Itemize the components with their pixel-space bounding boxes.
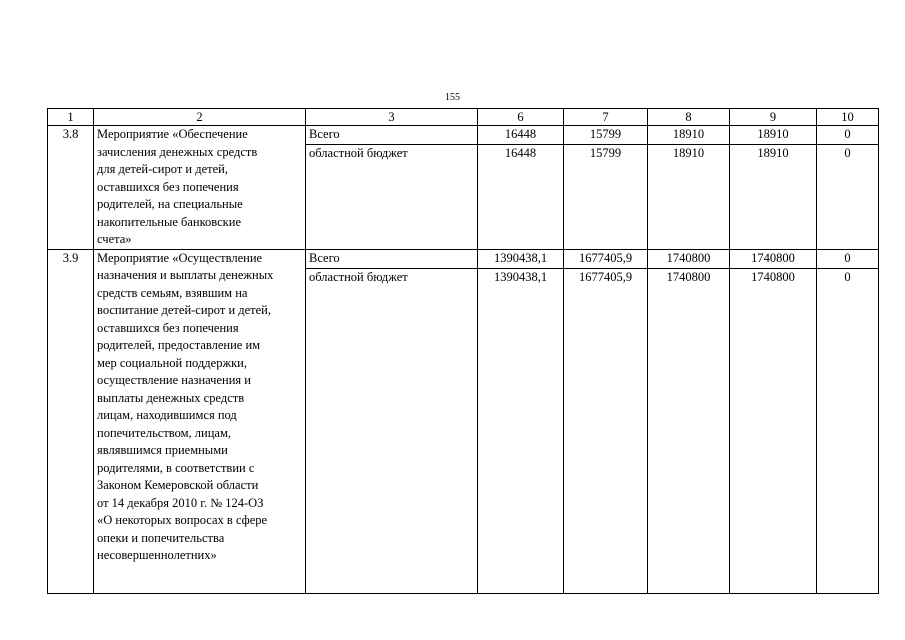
table-row [48,126,879,145]
header-cell: 3 [306,109,478,126]
value-cell: 0 [817,268,879,594]
item-description: Мероприятие «Осуществление назначения и выплаты денежных средств семьям, взявшим на воспитание детей-сирот и детей, оставшихся без попечения родителей, предоставление им мер социальной поддержки, осуществление назначения и выплаты денежных средств лицам, находившимся под попечительством, лицам, являвшимся приемными родителями, в соответствии с Законом Кемеровской области от 14 декабря 2010 г. № 124-ОЗ «О некоторых вопросах в сфере опеки и попечительства несовершеннолетних» [94,249,306,594]
value-cell: 18910 [648,145,730,249]
value-cell: 1390438,1 [478,268,564,594]
value-cell: 1677405,9 [564,249,648,268]
table-row [48,249,879,268]
value-cell: 1740800 [648,268,730,594]
header-cell: 10 [817,109,879,126]
item-number: 3.9 [48,249,94,594]
funding-source: Всего [306,249,478,268]
value-cell: 16448 [478,126,564,145]
header-cell: 8 [648,109,730,126]
header-cell: 1 [48,109,94,126]
value-cell: 15799 [564,145,648,249]
value-cell: 1740800 [730,268,817,594]
value-cell: 18910 [730,126,817,145]
header-cell: 2 [94,109,306,126]
funding-source: Всего [306,126,478,145]
item-description: Мероприятие «Обеспечение зачисления денежных средств для детей-сирот и детей, оставшихся без попечения родителей, на специальные накопительные банковские счета» [94,126,306,250]
funding-source: областной бюджет [306,145,478,249]
value-cell: 18910 [648,126,730,145]
value-cell: 18910 [730,145,817,249]
value-cell: 15799 [564,126,648,145]
item-number: 3.8 [48,126,94,250]
header-cell: 7 [564,109,648,126]
value-cell: 16448 [478,145,564,249]
value-cell: 0 [817,126,879,145]
value-cell: 1677405,9 [564,268,648,594]
header-row [48,109,879,126]
value-cell: 0 [817,145,879,249]
value-cell: 1740800 [730,249,817,268]
funding-source: областной бюджет [306,268,478,594]
header-cell: 9 [730,109,817,126]
value-cell: 1390438,1 [478,249,564,268]
header-cell: 6 [478,109,564,126]
value-cell: 0 [817,249,879,268]
value-cell: 1740800 [648,249,730,268]
budget-table [47,108,879,594]
page-number: 155 [445,92,460,103]
